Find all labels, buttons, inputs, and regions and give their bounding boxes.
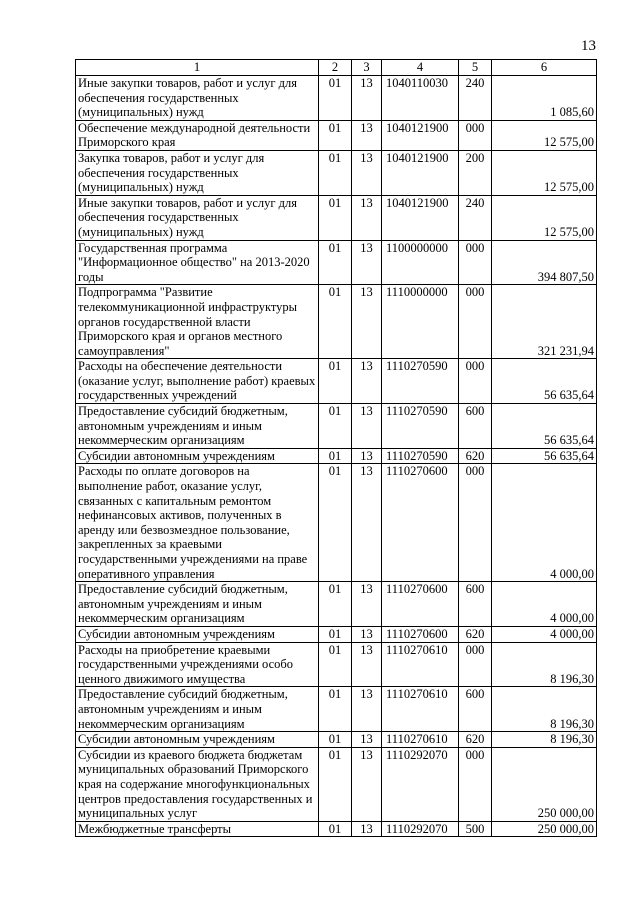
subsection-code: 13	[352, 195, 382, 240]
subsection-code: 13	[352, 687, 382, 732]
amount: 250 000,00	[492, 747, 597, 821]
table-row	[76, 747, 597, 821]
target-article-code: 1110270600	[382, 626, 459, 642]
amount: 56 635,64	[492, 404, 597, 449]
table-row	[76, 821, 597, 837]
row-name: Подпрограмма "Развитие телекоммуникационной инфраструктуры органов государственной власти Приморского края и органов местного самоуправления"	[76, 285, 319, 359]
target-article-code: 1040121900	[382, 120, 459, 150]
target-article-code: 1110292070	[382, 821, 459, 837]
row-name: Закупка товаров, работ и услуг для обеспечения государственных (муниципальных) нужд	[76, 150, 319, 195]
expense-type-code: 000	[459, 240, 492, 285]
expense-type-code: 000	[459, 464, 492, 582]
section-code: 01	[319, 195, 352, 240]
table-row	[76, 626, 597, 642]
amount: 1 085,60	[492, 76, 597, 121]
subsection-code: 13	[352, 120, 382, 150]
amount: 8 196,30	[492, 732, 597, 748]
table-row	[76, 582, 597, 627]
row-name: Предоставление субсидий бюджетным, автономным учреждениям и иным некоммерческим организациям	[76, 582, 319, 627]
column-header: 3	[352, 60, 382, 76]
expense-type-code: 620	[459, 732, 492, 748]
amount: 12 575,00	[492, 195, 597, 240]
section-code: 01	[319, 642, 352, 687]
row-name: Межбюджетные трансферты	[76, 821, 319, 837]
expense-type-code: 000	[459, 359, 492, 404]
expense-type-code: 000	[459, 285, 492, 359]
section-code: 01	[319, 626, 352, 642]
column-header: 2	[319, 60, 352, 76]
expense-type-code: 620	[459, 626, 492, 642]
table-row	[76, 642, 597, 687]
section-code: 01	[319, 582, 352, 627]
target-article-code: 1110270600	[382, 464, 459, 582]
section-code: 01	[319, 732, 352, 748]
expense-type-code: 500	[459, 821, 492, 837]
table-row	[76, 732, 597, 748]
row-name: Субсидии автономным учреждениям	[76, 732, 319, 748]
table-row	[76, 464, 597, 582]
target-article-code: 1110270610	[382, 687, 459, 732]
subsection-code: 13	[352, 150, 382, 195]
section-code: 01	[319, 150, 352, 195]
row-name: Предоставление субсидий бюджетным, автономным учреждениям и иным некоммерческим организациям	[76, 687, 319, 732]
amount: 8 196,30	[492, 687, 597, 732]
table-row	[76, 359, 597, 404]
table-row	[76, 687, 597, 732]
subsection-code: 13	[352, 626, 382, 642]
target-article-code: 1040121900	[382, 150, 459, 195]
expense-type-code: 200	[459, 150, 492, 195]
section-code: 01	[319, 359, 352, 404]
table-row	[76, 448, 597, 464]
target-article-code: 1040121900	[382, 195, 459, 240]
row-name: Государственная программа "Информационное общество" на 2013-2020 годы	[76, 240, 319, 285]
section-code: 01	[319, 240, 352, 285]
target-article-code: 1040110030	[382, 76, 459, 121]
amount: 4 000,00	[492, 464, 597, 582]
amount: 56 635,64	[492, 448, 597, 464]
target-article-code: 1110270590	[382, 359, 459, 404]
subsection-code: 13	[352, 582, 382, 627]
column-header: 6	[492, 60, 597, 76]
target-article-code: 1110000000	[382, 285, 459, 359]
amount: 12 575,00	[492, 120, 597, 150]
target-article-code: 1110292070	[382, 747, 459, 821]
subsection-code: 13	[352, 642, 382, 687]
target-article-code: 1110270610	[382, 642, 459, 687]
table-row	[76, 240, 597, 285]
expense-type-code: 000	[459, 747, 492, 821]
amount: 4 000,00	[492, 626, 597, 642]
subsection-code: 13	[352, 448, 382, 464]
column-header: 5	[459, 60, 492, 76]
subsection-code: 13	[352, 76, 382, 121]
section-code: 01	[319, 448, 352, 464]
amount: 12 575,00	[492, 150, 597, 195]
budget-table	[75, 59, 597, 837]
page-number: 13	[581, 38, 596, 54]
subsection-code: 13	[352, 747, 382, 821]
target-article-code: 1110270590	[382, 448, 459, 464]
row-name: Расходы по оплате договоров на выполнение работ, оказание услуг, связанных с капитальным ремонтом нефинансовых активов, полученных в аренду или безвозмездное пользование, закрепленных за краевыми государственными учреждениями на праве оперативного управления	[76, 464, 319, 582]
expense-type-code: 620	[459, 448, 492, 464]
section-code: 01	[319, 404, 352, 449]
table-row	[76, 150, 597, 195]
section-code: 01	[319, 120, 352, 150]
expense-type-code: 600	[459, 687, 492, 732]
section-code: 01	[319, 464, 352, 582]
amount: 56 635,64	[492, 359, 597, 404]
subsection-code: 13	[352, 359, 382, 404]
amount: 250 000,00	[492, 821, 597, 837]
expense-type-code: 600	[459, 582, 492, 627]
amount: 394 807,50	[492, 240, 597, 285]
expense-type-code: 000	[459, 642, 492, 687]
target-article-code: 1100000000	[382, 240, 459, 285]
row-name: Субсидии автономным учреждениям	[76, 626, 319, 642]
amount: 321 231,94	[492, 285, 597, 359]
target-article-code: 1110270600	[382, 582, 459, 627]
table-row	[76, 195, 597, 240]
header-row	[76, 60, 597, 76]
subsection-code: 13	[352, 821, 382, 837]
expense-type-code: 240	[459, 76, 492, 121]
section-code: 01	[319, 821, 352, 837]
row-name: Предоставление субсидий бюджетным, автономным учреждениям и иным некоммерческим организациям	[76, 404, 319, 449]
subsection-code: 13	[352, 732, 382, 748]
row-name: Иные закупки товаров, работ и услуг для обеспечения государственных (муниципальных) нужд	[76, 76, 319, 121]
section-code: 01	[319, 76, 352, 121]
target-article-code: 1110270590	[382, 404, 459, 449]
column-header: 4	[382, 60, 459, 76]
expense-type-code: 600	[459, 404, 492, 449]
table-row	[76, 285, 597, 359]
subsection-code: 13	[352, 285, 382, 359]
section-code: 01	[319, 285, 352, 359]
target-article-code: 1110270610	[382, 732, 459, 748]
amount: 4 000,00	[492, 582, 597, 627]
row-name: Расходы на приобретение краевыми государственными учреждениями особо ценного движимого имущества	[76, 642, 319, 687]
section-code: 01	[319, 687, 352, 732]
column-header: 1	[76, 60, 319, 76]
section-code: 01	[319, 747, 352, 821]
row-name: Обеспечение международной деятельности Приморского края	[76, 120, 319, 150]
table-row	[76, 76, 597, 121]
row-name: Расходы на обеспечение деятельности (оказание услуг, выполнение работ) краевых государственных учреждений	[76, 359, 319, 404]
expense-type-code: 240	[459, 195, 492, 240]
subsection-code: 13	[352, 404, 382, 449]
amount: 8 196,30	[492, 642, 597, 687]
subsection-code: 13	[352, 240, 382, 285]
table-body	[76, 76, 597, 837]
row-name: Субсидии из краевого бюджета бюджетам муниципальных образований Приморского края на содержание многофункциональных центров предоставления государственных и муниципальных услуг	[76, 747, 319, 821]
row-name: Иные закупки товаров, работ и услуг для обеспечения государственных (муниципальных) нужд	[76, 195, 319, 240]
row-name: Субсидии автономным учреждениям	[76, 448, 319, 464]
table-row	[76, 120, 597, 150]
table-row	[76, 404, 597, 449]
subsection-code: 13	[352, 464, 382, 582]
expense-type-code: 000	[459, 120, 492, 150]
